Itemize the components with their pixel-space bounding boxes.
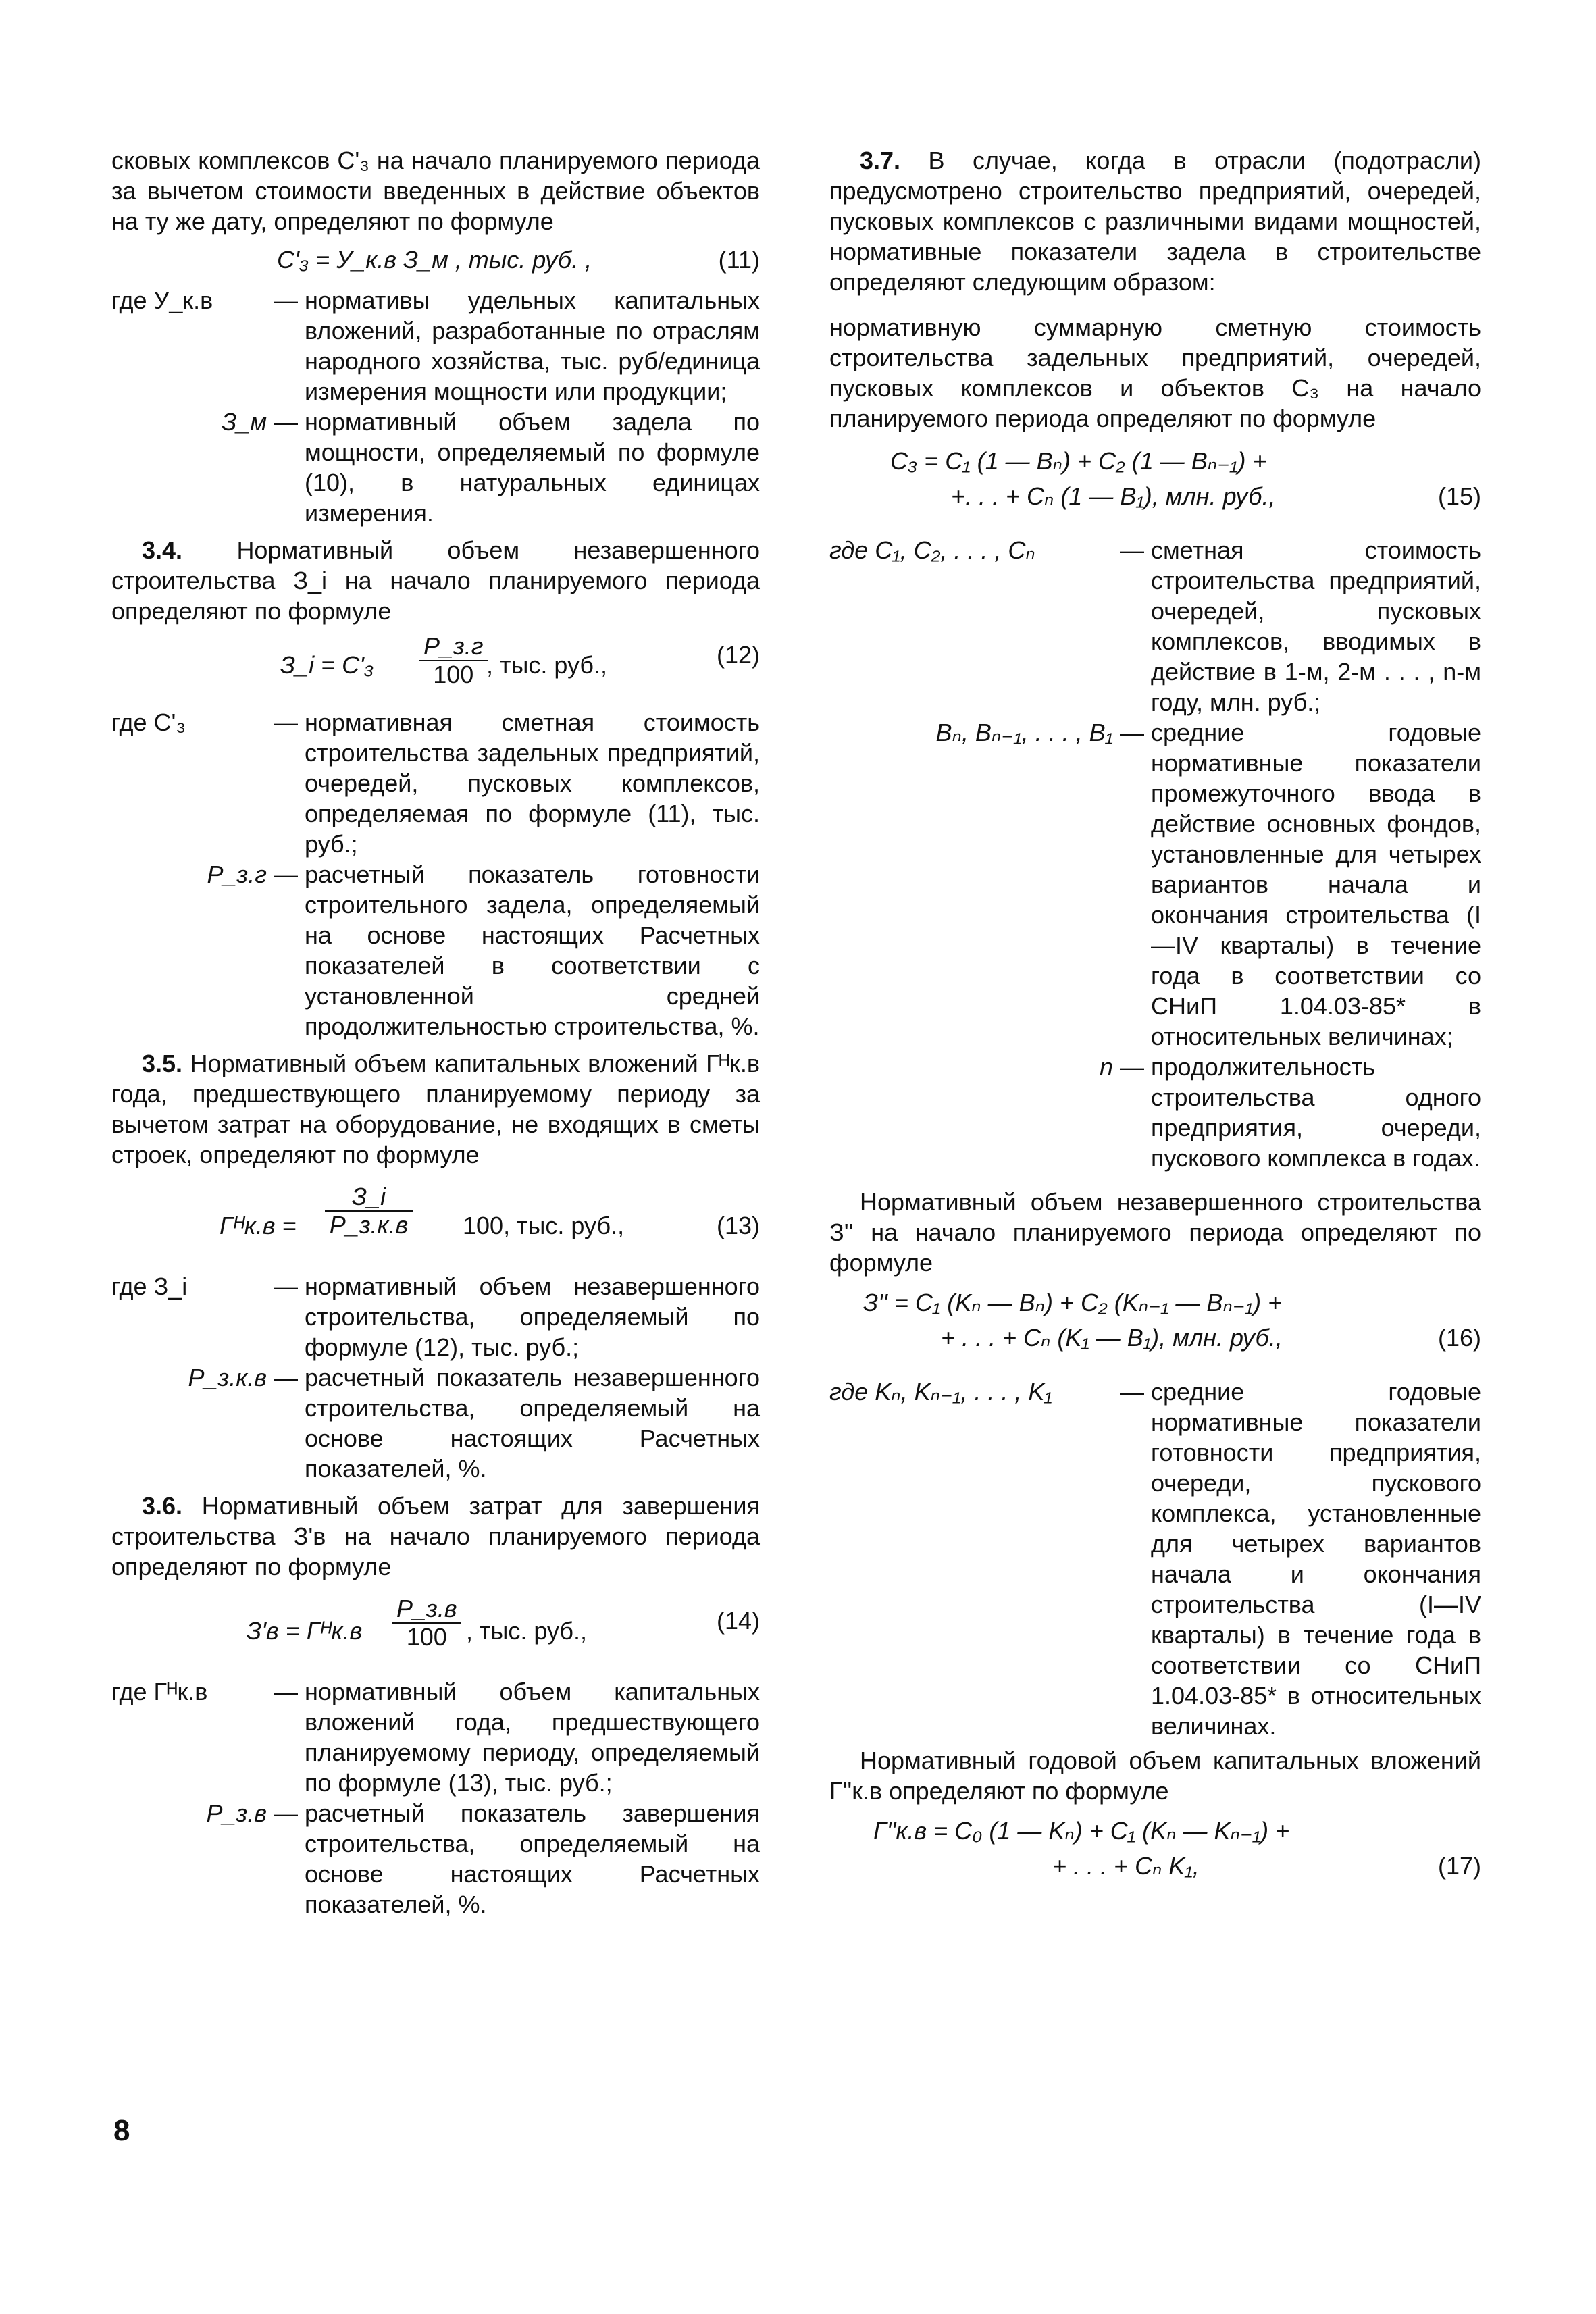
formula-17: Г''к.в = C₀ (1 — Kₙ) + C₁ (Kₙ — Kₙ₋₁) + + . . . + Cₙ K₁, (17): [873, 1817, 1481, 1880]
formula-13: Гᴴк.в = З_i P_з.к.в 100, тыс. руб., (13): [220, 1183, 760, 1239]
where-16-1: где Kₙ, Kₙ₋₁, . . . , K₁ — средние годовые нормативные показатели готовности предприятия, очереди, пускового комплекса, установленные для четырех вариантов начала и окончания строительства (I—IV кварталы) в течение года в соответствии со СНиП 1.04.03-85* в относительных величинах.: [829, 1378, 1481, 1740]
right-column: [829, 145, 1481, 1890]
where-12-2: P_з.г — расчетный показатель готовности строительного задела, определяемый на основе настоящих Расчетных показателей в соответствии с установленной средней продолжительностью строительства, %.: [207, 860, 760, 1040]
where-13-2: P_з.к.в — расчетный показатель незавершенного строительства, определяемый на основе настоящих Расчетных показателей, %.: [188, 1364, 760, 1483]
section-3-7: 3.7. В случае, когда в отрасли (подотрасли) предусмотрено строительство предприятий, очередей, пусковых комплексов с различными видами мощностей, нормативные показатели задела в строительстве определяют следующим образом:: [829, 147, 1481, 296]
formula-16: З'' = C₁ (Kₙ — Bₙ) + C₂ (Kₙ₋₁ — Bₙ₋₁) + + . . . + Cₙ (K₁ — B₁), млн. руб., (16): [863, 1289, 1481, 1352]
page-number: 8: [113, 2114, 130, 2147]
where-15-3: n — продолжительность строительства одного предприятия, очереди, пускового комплекса в годах.: [1099, 1053, 1481, 1172]
where-11-2: З_м — нормативный объем задела по мощности, определяемый по формуле (10), в натуральных единицах измерения.: [222, 408, 760, 527]
where-12-1: где C'₃ — нормативная сметная стоимость строительства задельных предприятий, очередей, пусковых комплексов, определяемая по формуле (11), тыс. руб.;: [111, 709, 760, 858]
where-11-1: где У_к.в — нормативы удельных капитальных вложений, разработанные по отраслям народного хозяйства, тыс. руб/единица измерения мощности или продукции;: [111, 286, 760, 405]
where-15-1: где C₁, C₂, . . . , Cₙ — сметная стоимость строительства предприятий, очередей, пусковых комплексов, вводимых в действие в 1-м, 2-м . . . , n-м году, млн. руб.;: [829, 536, 1481, 716]
formula-12: З_i = C'₃ P_з.г 100 , тыс. руб., (12): [280, 632, 760, 688]
left-column: [111, 145, 760, 1920]
intro-paragraph: сковых комплексов C'₃ на начало планируемого периода за вычетом стоимости введенных в действие объектов на ту же дату, определяют по формуле: [111, 147, 760, 235]
where-15-2: Bₙ, Bₙ₋₁, . . . , B₁ — средние годовые нормативные показатели промежуточного ввода в действие основных фондов, установленные для четырех вариантов начала и окончания строительства (I—IV кварталы) в течение года в соответствии со СНиП 1.04.03-85* в относительных величинах;: [935, 719, 1481, 1050]
where-13-1: где З_i — нормативный объем незавершенного строительства, определяемый по формуле (12), тыс. руб.;: [111, 1272, 760, 1361]
unfinished-paragraph: Нормативный объем незавершенного строительства З'' на начало планируемого периода определяют по формуле: [829, 1188, 1481, 1277]
investment-paragraph: Нормативный годовой объем капитальных вложений Г''к.в определяют по формуле: [829, 1747, 1481, 1805]
section-3-4: 3.4. Нормативный объем незавершенного строительства З_i на начало планируемого периода определяют по формуле: [111, 536, 760, 625]
section-3-5: 3.5. Нормативный объем капитальных вложений Гᴴк.в года, предшествующего планируемому периоду за вычетом затрат на оборудование, не входящих в сметы строек, определяют по формуле: [111, 1050, 760, 1168]
formula-15: C₃ = C₁ (1 — Bₙ) + C₂ (1 — Bₙ₋₁) + +. . . + Cₙ (1 — B₁), млн. руб., (15): [890, 447, 1481, 510]
sum-paragraph: нормативную суммарную сметную стоимость строительства задельных предприятий, очередей, пусковых комплексов и объектов C₃ на начало планируемого периода определяют по формуле: [829, 313, 1481, 432]
section-3-6: 3.6. Нормативный объем затрат для завершения строительства З'в на начало планируемого периода определяют по формуле: [111, 1492, 760, 1580]
where-14-1: где Гᴴк.в — нормативный объем капитальных вложений года, предшествующего планируемому периоду, определяемый по формуле (13), тыс. руб.;: [111, 1678, 760, 1797]
formula-11: C'₃ = У_к.в З_м , тыс. руб. , (11): [277, 246, 760, 274]
where-14-2: P_з.в — расчетный показатель завершения строительства, определяемый на основе настоящих Расчетных показателей, %.: [206, 1799, 760, 1918]
formula-14: З'в = Гᴴк.в P_з.в 100 , тыс. руб., (14): [247, 1595, 760, 1651]
